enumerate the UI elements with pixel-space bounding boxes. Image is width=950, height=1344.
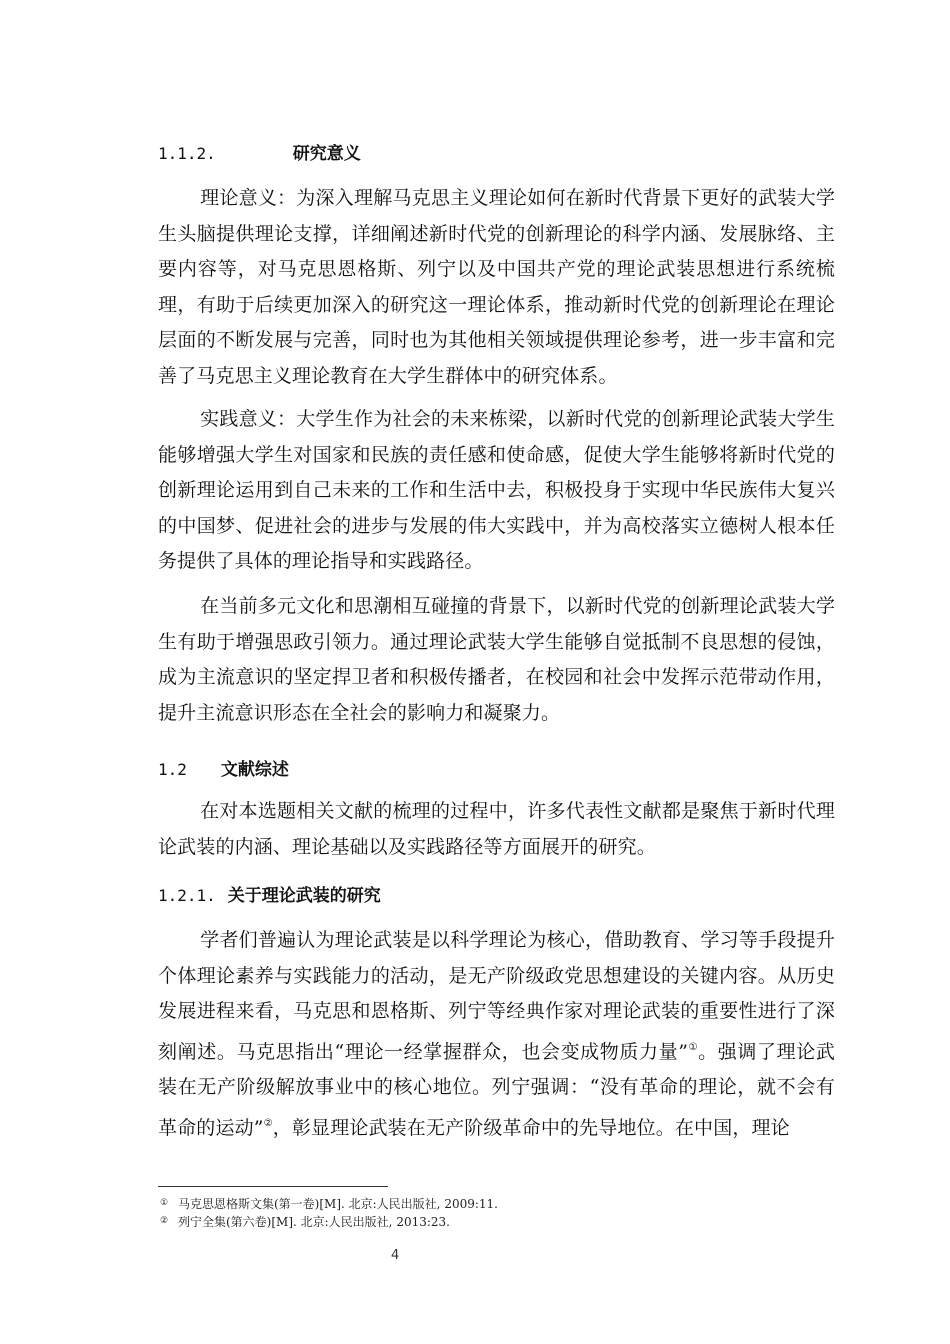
section-heading-1-2-1 [158,881,381,906]
footnote-text: 马克思恩格斯文集(第一卷)[M]. 北京:人民出版社, 2009:11. [178,1197,498,1211]
paragraph-text: 实践意义：大学生作为社会的未来栋梁，以新时代党的创新理论武装大学生能够增强大学生对国家和民族的责任感和使命感，促使大学生能够将新时代党的创新理论运用到自己未来的工作和生活中去，积极投身于实现中华民族伟大复兴的中国梦、促进社会的进步与发展的伟大实践中，并为高校落实立德树人根本任务提供了具体的理论指导和实践路径。 [158,408,835,573]
footnote-text: 列宁全集(第六卷)[M]. 北京:人民出版社, 2013:23. [178,1215,450,1229]
footnote-mark: ② [160,1216,169,1226]
paragraph-practical-significance [158,402,835,580]
page-number: 4 [391,1248,400,1263]
paragraph-text: 理论意义：为深入理解马克思主义理论如何在新时代背景下更好的武装大学生头脑提供理论支撑，详细阐述新时代党的创新理论的科学内涵、发展脉络、主要内容等，对马克思恩格斯、列宁以及中国共产党的理论武装思想进行系统梳理，有助于后续更加深入的研究这一理论体系，推动新时代党的创新理论在理论层面的不断发展与完善，同时也为其他相关领域提供理论参考，进一步丰富和完善了马克思主义理论教育在大学生群体中的研究体系。 [158,187,835,387]
section-heading-1-2 [158,755,289,780]
paragraph-text: 学者们普遍认为理论武装是以科学理论为核心，借助教育、学习等手段提升个体理论素养与实践能力的活动，是无产阶级政党思想建设的关键内容。从历史发展进程来看，马克思和恩格斯、列宁等经典作家对理论武装的重要性进行了深刻阐述。马克思指出“理论一经掌握群众，也会变成物质力量” [158,929,835,1063]
paragraph-text: ，彰显理论武装在无产阶级革命中的先导地位。在中国，理论 [272,1116,790,1139]
paragraph-theoretical-significance [158,181,835,395]
footnote-2 [160,1213,450,1230]
section-title: 关于理论武装的研究 [227,886,381,906]
paragraph-ideological-leadership [158,589,835,731]
paragraph-literature-overview [158,794,835,865]
footnote-1 [160,1195,498,1212]
section-title: 研究意义 [292,144,361,164]
section-number: 1.2 [158,760,187,779]
footnote-mark: ① [160,1198,169,1208]
paragraph-text: 在当前多元文化和思潮相互碰撞的背景下，以新时代党的创新理论武装大学生有助于增强思政引领力。通过理论武装大学生能够自觉抵制不良思想的侵蚀，成为主流意识的坚定捍卫者和积极传播者，在校园和社会中发挥示范带动作用，提升主流意识形态在全社会的影响力和凝聚力。 [158,595,835,724]
paragraph-theory-armament-research [158,923,835,1147]
section-title: 文献综述 [220,760,289,780]
section-heading-1-1-2 [158,139,361,164]
paragraph-text: 在对本选题相关文献的梳理的过程中，许多代表性文献都是聚焦于新时代理论武装的内涵、理论基础以及实践路径等方面展开的研究。 [158,800,835,858]
section-number: 1.2.1. [158,886,216,905]
footnote-ref-2[interactable]: ② [263,1117,273,1129]
footnote-separator [158,1186,388,1187]
footnote-ref-1[interactable]: ① [688,1041,699,1053]
section-number: 1.1.2. [158,144,216,163]
paragraph-text: 。强调了理论武装在无产阶级解放事业中的核心地位。列宁强调：“没有革命的理论，就不会有革命的运动” [158,1040,835,1139]
